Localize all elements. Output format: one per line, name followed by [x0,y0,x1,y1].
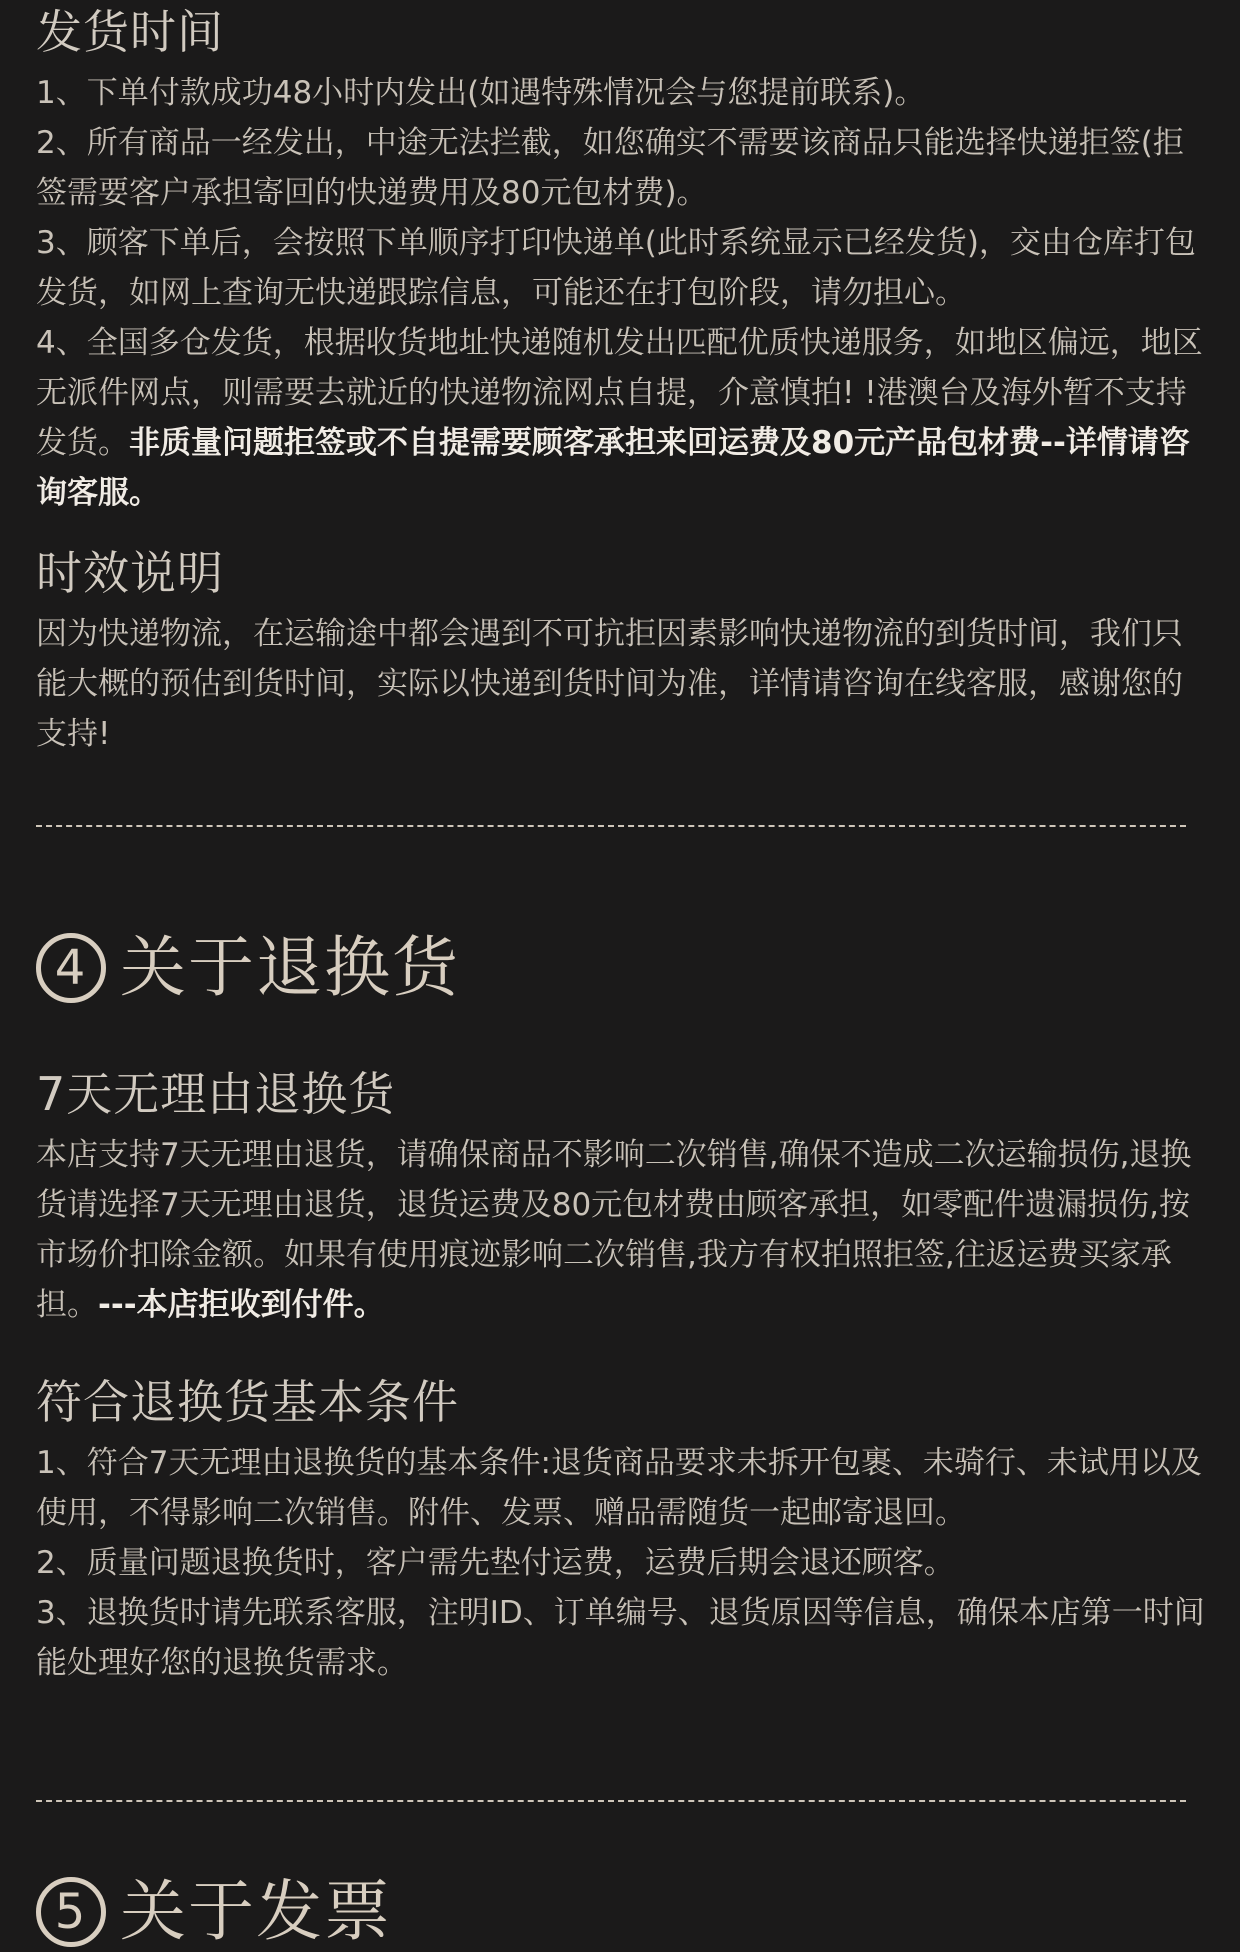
shipping-item-4-bold: 非质量问题拒签或不自提需要顾客承担来回运费及80元产品包材费--详情请咨询客服。 [36,425,1190,511]
section-4-title [36,928,460,1008]
section-4-title-text: 关于退换货 [120,929,460,1006]
shipping-time-section [36,4,1206,518]
shipping-item-3: 3、顾客下单后，会按照下单顺序打印快递单(此时系统显示已经发货)，交由仓库打包发货，如网上查询无快递跟踪信息，可能还在打包阶段，请勿担心。 [36,225,1196,311]
condition-item-1: 1、符合7天无理由退换货的基本条件:退货商品要求未拆开包裹、未骑行、未试用以及使用，不得影响二次销售。附件、发票、赠品需随货一起邮寄退回。 [36,1445,1202,1531]
timeliness-section [36,545,1206,759]
section-5-title-text: 关于发票 [120,1873,392,1950]
shipping-item-1: 1、下单付款成功48小时内发出(如遇特殊情况会与您提前联系)。 [36,75,926,111]
seven-day-body: 本店支持7天无理由退货，请确保商品不影响二次销售,确保不造成二次运输损伤,退换货请选择7天无理由退货，退货运费及80元包材费由顾客承担，如零配件遗漏损伤,按市场价扣除金额。如果有使用痕迹影响二次销售,我方有权拍照拒签,往返运费买家承担。 [36,1137,1192,1323]
shipping-item-4 [36,318,1206,518]
condition-item-2: 2、质量问题退换货时，客户需先垫付运费，运费后期会退还顾客。 [36,1545,955,1581]
return-conditions-section [36,1374,1206,1688]
seven-day-text [36,1130,1206,1330]
timeliness-text: 因为快递物流，在运输途中都会遇到不可抗拒因素影响快递物流的到货时间，我们只能大概的预估到货时间，实际以快递到货时间为准，详情请咨询在线客服，感谢您的支持! [36,616,1183,752]
section-5-title [36,1872,392,1952]
seven-day-bold: ---本店拒收到付件。 [98,1287,385,1323]
shipping-item-4-text: 4、全国多仓发货，根据收货地址快递随机发出匹配优质快递服务，如地区偏远，地区无派件网点，则需要去就近的快递物流网点自提，介意慎拍! !港澳台及海外暂不支持发货。 [36,325,1203,461]
timeliness-heading: 时效说明 [36,546,224,600]
section-4-number-badge: 4 [36,933,106,1003]
shipping-time-heading: 发货时间 [36,5,224,59]
shipping-item-2: 2、所有商品一经发出，中途无法拦截，如您确实不需要该商品只能选择快递拒签(拒签需要客户承担寄回的快递费用及80元包材费)。 [36,125,1184,211]
conditions-heading: 符合退换货基本条件 [36,1375,459,1429]
section-divider-2 [36,1800,1186,1802]
section-divider-1 [36,825,1186,827]
condition-item-3: 3、退换货时请先联系客服，注明ID、订单编号、退货原因等信息，确保本店第一时间能处理好您的退换货需求。 [36,1595,1205,1681]
seven-day-heading: 7天无理由退换货 [36,1067,396,1121]
seven-day-return-section [36,1066,1206,1330]
section-5-number-badge: 5 [36,1877,106,1947]
